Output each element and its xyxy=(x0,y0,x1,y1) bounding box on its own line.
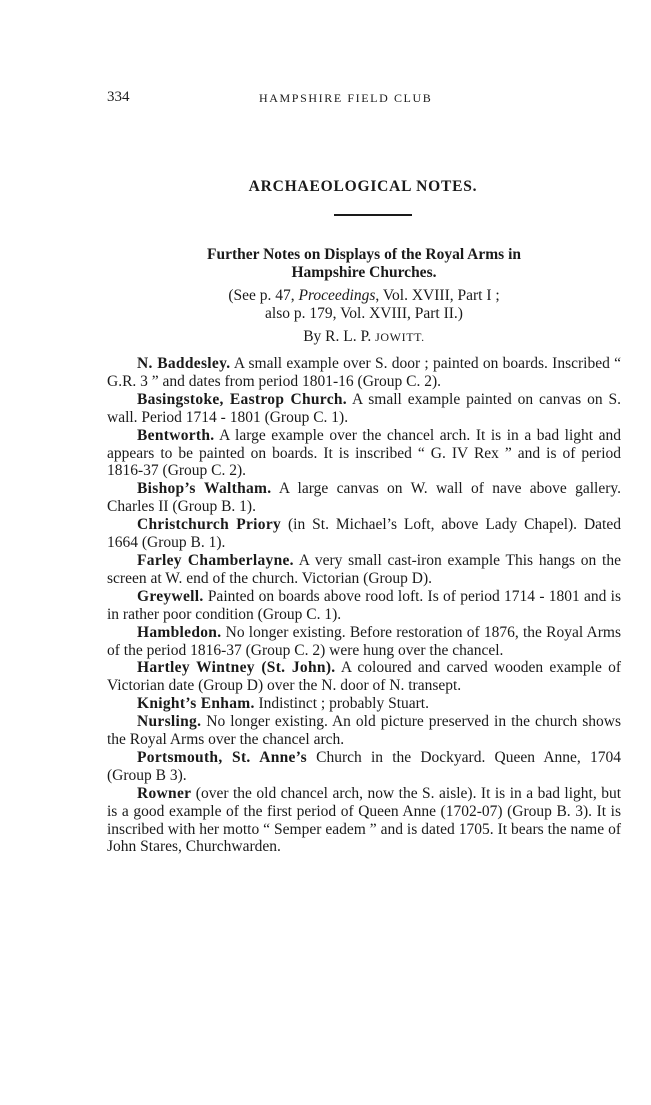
entry-paragraph xyxy=(107,588,621,624)
section-title-text: ARCHAEOLOGICAL NOTES. xyxy=(248,178,478,195)
reference-line-1 xyxy=(108,287,620,305)
entry-church-name: N. Baddesley. xyxy=(137,355,231,372)
entry-paragraph xyxy=(107,391,621,427)
reference-journal: Proceedings xyxy=(298,287,376,304)
entry-church-name: Portsmouth, St. Anne’s xyxy=(137,748,307,766)
entry-paragraph xyxy=(107,659,621,695)
entries-list xyxy=(107,355,621,856)
entry-church-name: Greywell. xyxy=(137,587,204,605)
entry-church-name: Nursling. xyxy=(137,713,202,731)
section-title xyxy=(0,178,651,196)
entry-text: A very small cast-iron example This hangs on the screen at W. end of the church. Victorian (Group D). xyxy=(107,551,621,587)
author-surname: JOWITT. xyxy=(375,330,425,344)
entry-church-name: Hartley Wintney (St. John). xyxy=(137,659,336,677)
entry-text: A small example painted on canvas on S. wall. Period 1714 - 1801 (Group C. 1). xyxy=(107,390,621,426)
running-title: HAMPSHIRE FIELD CLUB xyxy=(259,91,433,105)
byline xyxy=(108,328,620,346)
entry-church-name: Basingstoke, Eastrop Church. xyxy=(137,390,347,408)
entry-text: A large example over the chancel arch. It is in a bad light and appears to be painted on boards. It is inscribed “ G. IV Rex ” and is of period 1816-37 (Group C. 2). xyxy=(107,426,621,480)
entry-church-name: Rowner xyxy=(137,784,192,802)
article-title-line-2: Hampshire Churches. xyxy=(291,264,437,281)
entry-text: A coloured and carved wooden example of Victorian date (Group D) over the N. door of N. transept. xyxy=(107,659,621,695)
reference-line-1-b: , Vol. XVIII, Part I ; xyxy=(375,287,500,304)
entry-paragraph xyxy=(107,427,621,481)
entry-paragraph xyxy=(107,480,621,516)
entry-paragraph xyxy=(107,695,621,713)
entry-text: Painted on boards above rood loft. Is of period 1714 - 1801 and is in rather poor condition (Group C. 1). xyxy=(107,587,621,623)
entry-church-name: Hambledon. xyxy=(137,623,222,641)
entry-paragraph xyxy=(107,552,621,588)
entry-text: (in St. Michael’s Loft, above Lady Chapel). Dated 1664 (Group B. 1). xyxy=(107,516,621,552)
entry-text: Indistinct ; probably Stuart. xyxy=(254,695,429,713)
entry-paragraph xyxy=(107,713,621,749)
entry-text: No longer existing. Before restoration of 1876, the Royal Arms of the period 1816-37 (Group C. 2) were hung over the chancel. xyxy=(107,623,621,659)
entry-paragraph xyxy=(107,355,621,391)
page-number: 334 xyxy=(107,89,130,105)
entry-paragraph xyxy=(107,624,621,660)
byline-prefix: By R. L. P. xyxy=(303,328,376,345)
article-title-line-1: Further Notes on Displays of the Royal Arms in xyxy=(206,246,522,263)
reference-note xyxy=(108,287,620,323)
entry-church-name: Knight’s Enham. xyxy=(137,695,255,713)
entry-paragraph xyxy=(107,516,621,552)
entry-church-name: Farley Chamberlayne. xyxy=(137,551,294,569)
entry-church-name: Bishop’s Waltham. xyxy=(137,480,272,498)
entry-text: A small example over S. door ; painted on boards. Inscribed “ G.R. 3 ” and dates from period 1801-16 (Group C. 2). xyxy=(107,355,621,390)
entry-church-name: Christchurch Priory xyxy=(137,516,282,534)
entry-text: No longer existing. An old picture preserved in the church shows the Royal Arms over the chancel arch. xyxy=(107,713,621,749)
entry-paragraph xyxy=(107,785,621,857)
entry-text: Church in the Dockyard. Queen Anne, 1704 (Group B 3). xyxy=(107,748,621,784)
article-title xyxy=(108,246,620,282)
entry-paragraph xyxy=(107,749,621,785)
entry-church-name: Bentworth. xyxy=(137,426,215,444)
reference-line-2: also p. 179, Vol. XVIII, Part II.) xyxy=(265,305,463,322)
entry-text: A large canvas on W. wall of nave above gallery. Charles II (Group B. 1). xyxy=(107,480,621,516)
title-rule xyxy=(334,214,412,216)
entry-text: (over the old chancel arch, now the S. aisle). It is in a bad light, but is a good example of the first period of Queen Anne (1702-07) (Group B. 3). It is inscribed with her motto “ Semper eadem ” and is dated 1705. It bears the name of John Stares, Churchwarden. xyxy=(107,784,621,856)
reference-line-1-a: (See p. 47, xyxy=(228,287,299,304)
